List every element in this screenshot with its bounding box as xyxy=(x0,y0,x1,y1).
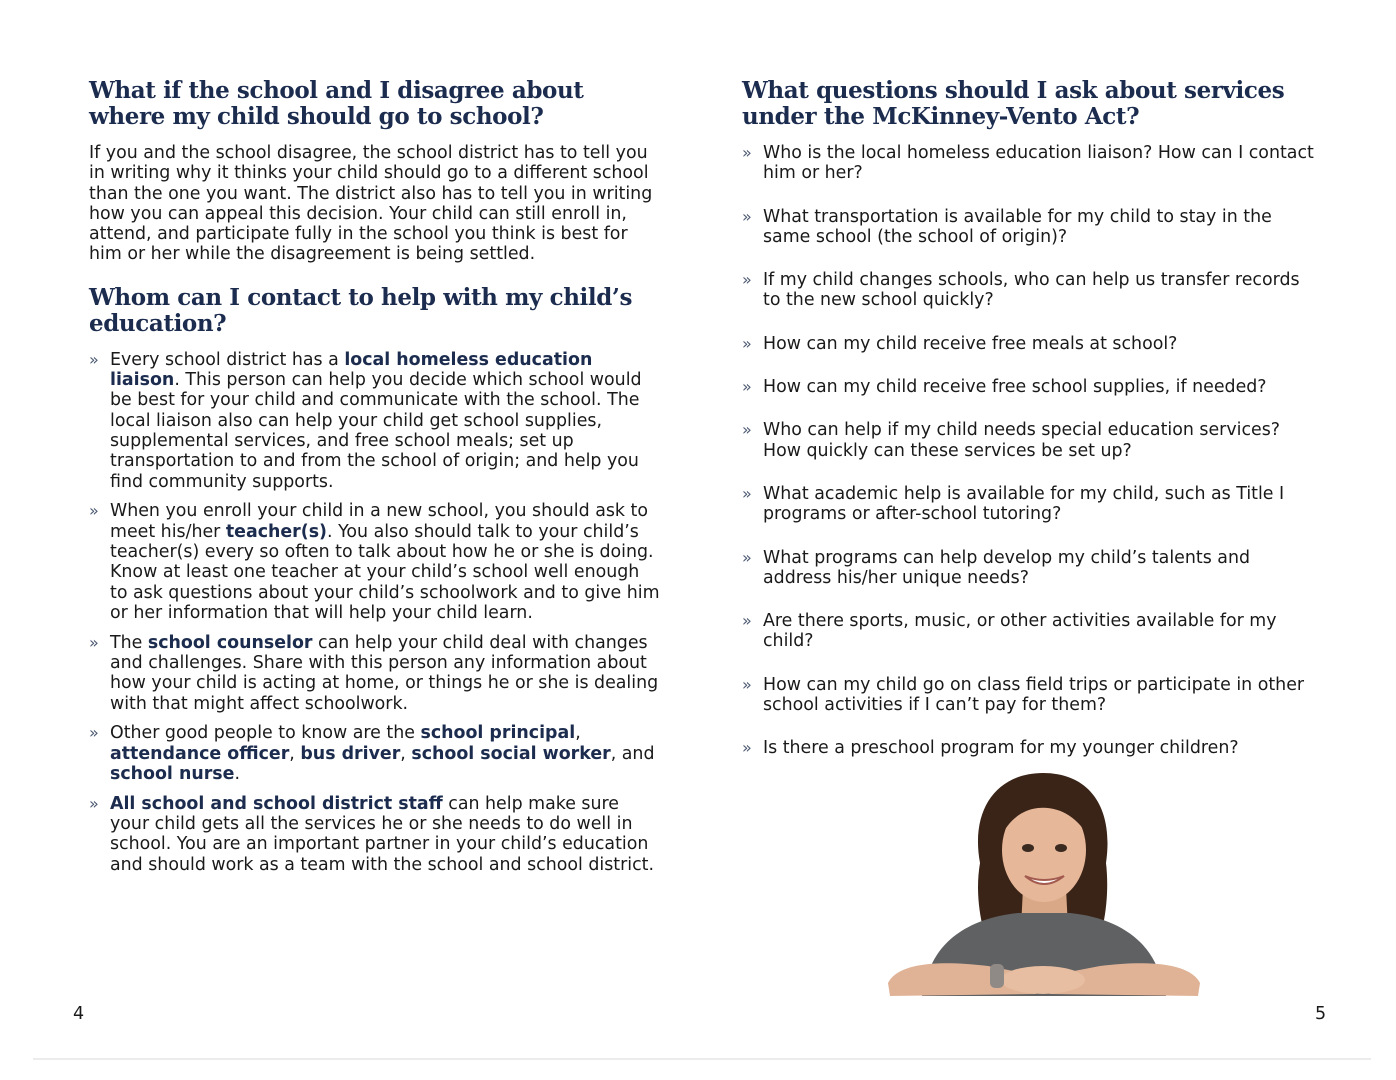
bullet-arrow-icon: » xyxy=(742,420,752,440)
highlighted-term: local homeless education liaison xyxy=(110,349,593,391)
hands-shape xyxy=(1001,966,1085,994)
question-list-item: » Are there sports, music, or other activities available for my child? xyxy=(742,611,1277,652)
bullet-arrow-icon: » xyxy=(742,333,752,353)
highlighted-term: school counselor xyxy=(147,632,313,653)
bullet-arrow-icon: » xyxy=(742,547,752,567)
question-list-item: » How can my child receive free meals at school? xyxy=(742,333,1178,354)
page-number-right: 5 xyxy=(1315,1004,1327,1024)
footer-divider xyxy=(33,1058,1371,1060)
highlighted-term: school nurse xyxy=(110,763,235,784)
bullet-arrow-icon: » xyxy=(89,501,99,521)
highlighted-term: All school and school district staff xyxy=(110,793,443,814)
contact-list-item: » Every school district has a local homeless education liaison. This person can help you decide which school would be best for your child and communicate with the school. The local liaison also can help your child get school supplies, supplemental services, and free school meals; set up transportation to and from the school of origin; and help you find community supports. xyxy=(89,349,642,492)
eye-left xyxy=(1022,844,1034,852)
contact-list-item: » When you enroll your child in a new school, you should ask to meet his/her teacher(s). You also should talk to your child’s teacher(s) every so often to talk about how he or she is doing. Know at least one teacher at your child’s school well enough to ask questions about your child’s schoolwork and to give him or her information that will help your child learn. xyxy=(89,501,660,623)
highlighted-term: attendance officer xyxy=(110,743,290,764)
bullet-arrow-icon: » xyxy=(89,723,99,743)
bracelet-shape xyxy=(990,964,1004,988)
question-list-item: » What programs can help develop my child’s talents and address his/her unique needs? xyxy=(742,547,1251,588)
eye-right xyxy=(1055,844,1067,852)
question-list-item: » What academic help is available for my child, such as Title I programs or after-school tutoring? xyxy=(742,483,1285,525)
highlighted-term: teacher(s) xyxy=(225,521,328,542)
bullet-arrow-icon: » xyxy=(742,674,752,694)
question-list xyxy=(742,143,1322,759)
bullet-arrow-icon: » xyxy=(742,206,752,226)
heading-whom-to-contact: Whom can I contact to help with my child’s education? xyxy=(89,283,633,337)
contact-list xyxy=(89,350,661,875)
right-page xyxy=(742,78,1322,782)
contact-list-item: » All school and school district staff can help make sure your child gets all the services he or she needs to do well in school. You are an important partner in your child’s education and should work as a team with the school and school district. xyxy=(89,793,655,875)
bullet-arrow-icon: » xyxy=(742,611,752,631)
bullet-arrow-icon: » xyxy=(89,793,99,813)
bullet-arrow-icon: » xyxy=(742,270,752,290)
bullet-arrow-icon: » xyxy=(89,632,99,652)
highlighted-term: school principal xyxy=(420,723,576,744)
page-number-left: 4 xyxy=(73,1004,85,1024)
left-page xyxy=(89,78,661,884)
bullet-arrow-icon: » xyxy=(742,143,752,162)
contact-list-item: » Other good people to know are the school principal, attendance officer, bus driver, school social worker, and school nurse. xyxy=(89,723,655,784)
question-list-item: » How can my child go on class field trips or participate in other school activities if I can’t pay for them? xyxy=(742,674,1305,716)
girl-photo xyxy=(878,768,1200,1000)
question-list-item: » What transportation is available for my child to stay in the same school (the school of origin)? xyxy=(742,206,1272,247)
contact-list-item: » The school counselor can help your child deal with changes and challenges. Share with this person any information about how your child is acting at home, or things he or she is dealing with that might affect schoolwork. xyxy=(89,632,659,714)
bullet-arrow-icon: » xyxy=(89,349,99,369)
question-list-item: » If my child changes schools, who can help us transfer records to the new school quickly? xyxy=(742,270,1300,311)
question-list-item: » Who can help if my child needs special education services? How quickly can these services be set up? xyxy=(742,420,1280,461)
question-list-item: » Who is the local homeless education liaison? How can I contact him or her? xyxy=(742,143,1314,184)
bullet-arrow-icon: » xyxy=(742,377,752,397)
heading-questions: What questions should I ask about services under the McKinney-Vento Act? xyxy=(742,77,1285,130)
heading-disagree: What if the school and I disagree about where my child should go to school? xyxy=(89,77,584,130)
bullet-arrow-icon: » xyxy=(742,483,752,503)
question-list-item: » How can my child receive free school supplies, if needed? xyxy=(742,377,1267,398)
bullet-arrow-icon: » xyxy=(742,738,752,758)
highlighted-term: bus driver xyxy=(300,743,401,764)
disagree-paragraph: If you and the school disagree, the school district has to tell you in writing why it thinks your child should go to a different school than the one you want. The district also has to tell you in writing how you can appeal this decision. Your child can still enroll in, attend, and participate fully in the school you think is best for him or her while the disagreement is being settled. xyxy=(89,143,653,265)
highlighted-term: school social worker xyxy=(411,743,611,764)
question-list-item: » Is there a preschool program for my younger children? xyxy=(742,738,1239,759)
